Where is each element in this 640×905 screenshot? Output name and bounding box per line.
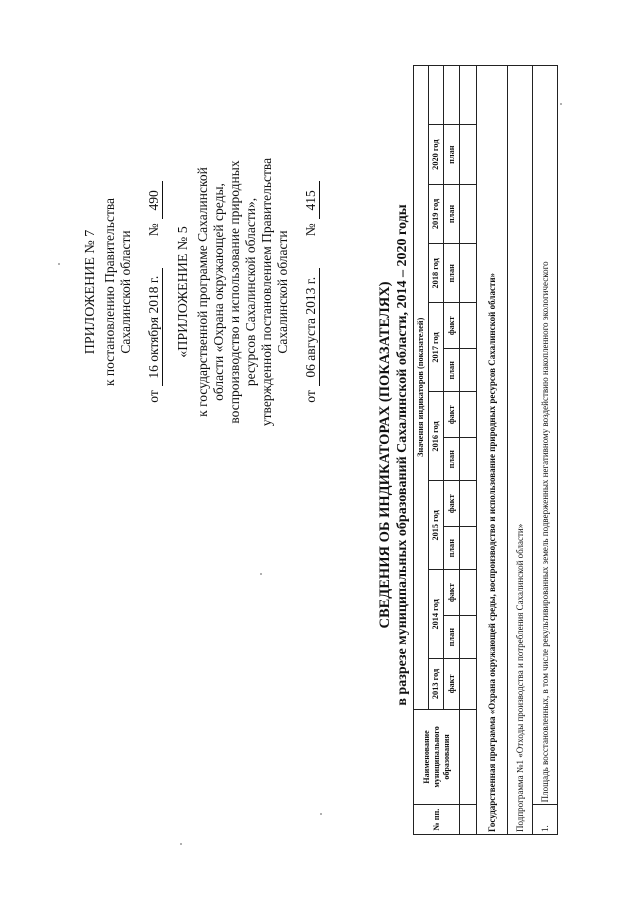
quote-line: ресурсов Сахалинской области», [243, 197, 258, 387]
header-municipality: Наименование муниципального образования [414, 709, 460, 805]
header-year: 2013 год [429, 659, 444, 709]
header-year: 2017 год [429, 303, 444, 392]
subprogram-row: Подпрограмма №1 «Отходы производства и потребления Сахалинской области» [508, 66, 533, 835]
original-number-prefix: № [303, 223, 318, 237]
decree-date-prefix: от [146, 390, 161, 403]
appendix-title: ПРИЛОЖЕНИЕ № 7 [83, 229, 98, 355]
header-year: 2016 год [429, 392, 444, 481]
indicators-table [413, 65, 558, 835]
decree-number-prefix: № [146, 223, 161, 237]
quote-line: к государственной программе Сахалинской [195, 167, 210, 417]
header-fact: факт [444, 481, 460, 527]
quote-line: области «Охрана окружающей среды, [211, 183, 226, 401]
quote-title: «ПРИЛОЖЕНИЕ № 5 [176, 226, 191, 358]
original-decree-row [303, 147, 320, 437]
item-text: Площадь восстановленных, в том числе рекультивированных земель подверженных негативному воздействию накопленного экологического [533, 66, 558, 805]
program-row: Государственная программа «Охрана окружающей среды, воспроизводство и использование природных ресурсов Сахалинской области» [477, 66, 508, 835]
header-year: 2015 год [429, 481, 444, 570]
decree-date: 16 октября 2018 г. [146, 268, 163, 386]
header-plan: план [444, 615, 460, 658]
header-fact: факт [444, 570, 460, 616]
decree-number: 490 [146, 181, 163, 219]
item-number: 1. [533, 805, 558, 835]
quote-line: Сахалинской области [275, 230, 290, 354]
header-plan: план [444, 438, 460, 481]
header-fact: факт [444, 303, 460, 349]
quote-line: воспроизводство и использование природных [227, 160, 242, 424]
header-fact: факт [444, 659, 460, 709]
original-date-prefix: от [303, 390, 318, 403]
header-plan: план [444, 527, 460, 570]
approval-block [82, 147, 320, 437]
original-date: 06 августа 2013 г. [303, 268, 320, 386]
original-number: 415 [303, 181, 320, 219]
header-year: 2014 год [429, 570, 444, 659]
header-plan: план [444, 244, 460, 303]
quote-line: утвержденной постановлением Правительства [259, 157, 274, 427]
header-year: 2018 год [429, 244, 444, 303]
header-plan: план [444, 184, 460, 243]
header-fact: факт [444, 392, 460, 438]
appendix-line: Сахалинской области [118, 230, 133, 354]
header-year: 2019 год [429, 184, 444, 243]
document-title [376, 75, 412, 835]
header-number: № пп. [414, 805, 460, 835]
appendix-line: к постановлению Правительства [102, 197, 117, 387]
title-line-2: в разрезе муниципальных образований Сахалинской области, 2014 – 2020 годы [395, 204, 410, 706]
header-year: 2020 год [429, 125, 444, 184]
header-plan: план [444, 125, 460, 184]
title-line-1: СВЕДЕНИЯ ОБ ИНДИКАТОРАХ (ПОКАЗАТЕЛЯХ) [377, 281, 393, 629]
decree-row [146, 147, 163, 437]
header-indicator-values: Значения индикаторов (показателей) [414, 66, 429, 710]
header-plan: план [444, 349, 460, 392]
